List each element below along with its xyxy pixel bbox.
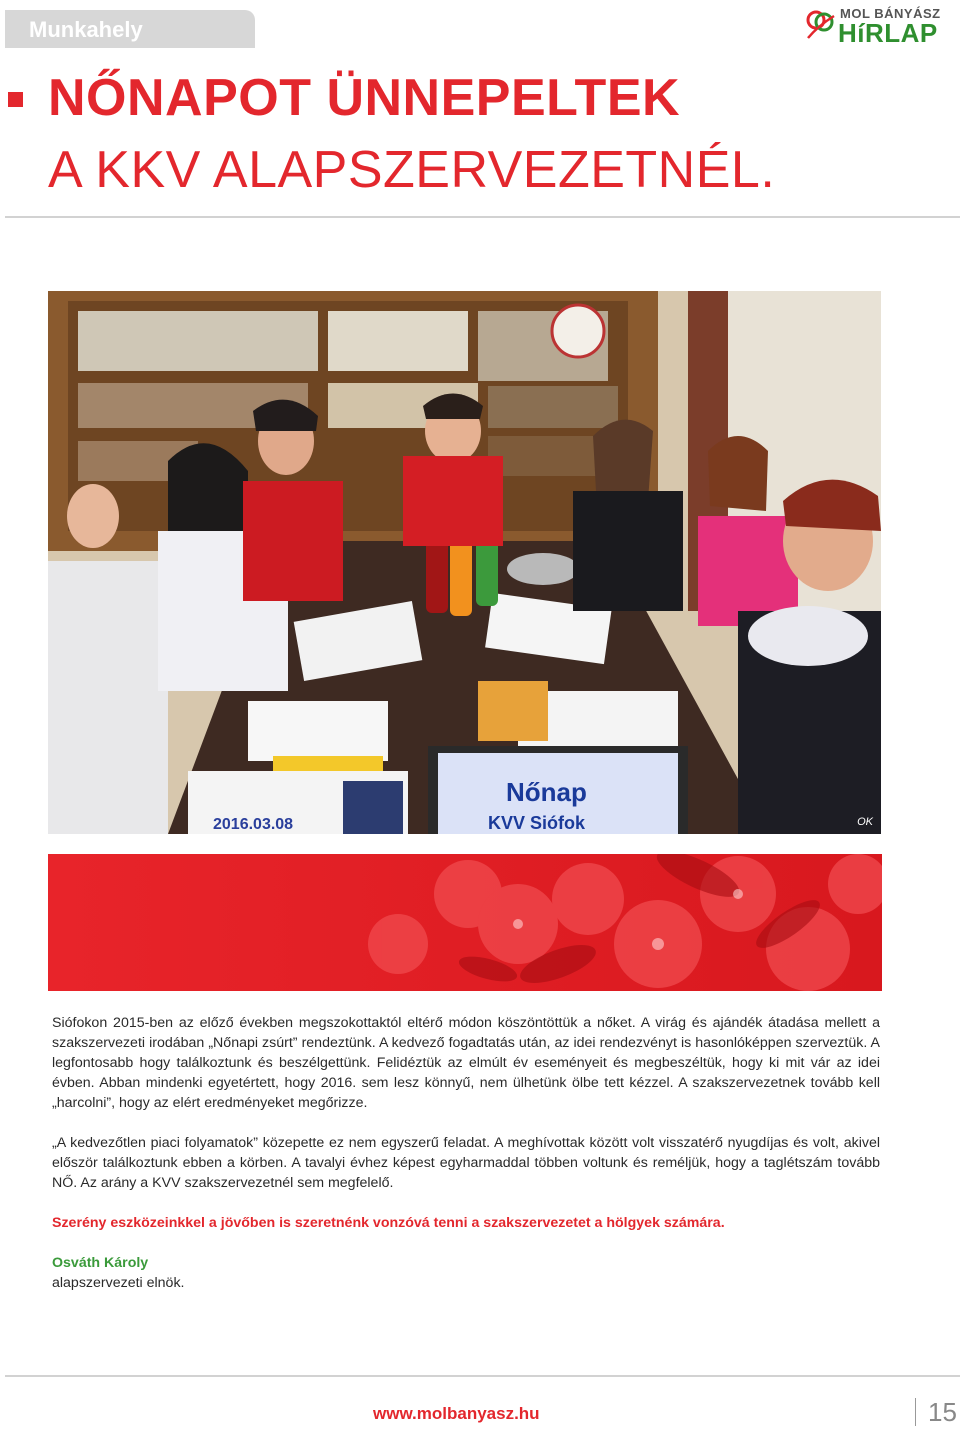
article-body [52, 1013, 880, 1313]
footer-website-link[interactable]: www.molbanyasz.hu [373, 1404, 540, 1423]
signature [52, 1253, 880, 1293]
decorative-flower-banner [48, 854, 882, 991]
flower-banner-illustration [48, 854, 882, 991]
section-label: Munkahely [29, 17, 143, 42]
title-divider [5, 216, 960, 218]
signature-role: alapszervezeti elnök. [52, 1275, 185, 1291]
screen-title: Nőnap [506, 777, 587, 807]
publication-logo [804, 6, 954, 46]
logo-leaf-icon [804, 8, 838, 42]
event-photo [48, 291, 881, 834]
calendar-date: 2016.03.08 [213, 816, 294, 833]
signature-name: Osváth Károly [52, 1255, 149, 1271]
headline-line-1: NŐNAPOT ÜNNEPELTEK [48, 69, 681, 127]
footer-separator [915, 1398, 916, 1426]
logo-top-text: MOL BÁNYÁSZ [840, 6, 941, 21]
wall-clock-icon [552, 305, 604, 357]
event-photo-illustration [48, 291, 881, 834]
headline-line-2: A KKV ALAPSZERVEZETNÉL. [48, 141, 776, 199]
article-highlight: Szerény eszközeinkkel a jövőben is szeretnénk vonzóvá tenni a szakszervezetet a hölgyek számára. [52, 1215, 725, 1231]
logo-bottom-text: HíRLAP [838, 18, 938, 48]
screen-subtitle: KVV Siófok [488, 813, 586, 833]
title-bullet [8, 92, 23, 107]
article-paragraph-1: Siófokon 2015-ben az előző években megszokottaktól eltérő módon köszöntöttük a nőket. A virág és ajándék átadása mellett a szakszervezeti irodában „Nőnapi zsúrt” rendeztünk. A kedvező fogadtatás után, az idei rendezvényt is hasonlóképpen szerveztük. A legfontosabb hogy találkoztunk és beszélgettünk. Felidéztük az elmúlt év eseményeit és megbeszéltük, hogy ki mit vár az idei évben. Abban mindenki egyetértett, hogy 2016. sem lesz könnyű, nem ülhetünk ölbe tett kézzel. A szakszervezetnek tovább kell „harcolni”, hogy az elért eredményeket megőrizze. [52, 1015, 880, 1111]
photo-credit: OK [857, 816, 873, 828]
page-number: 15 [928, 1397, 957, 1427]
section-tab [5, 10, 255, 48]
article-paragraph-2: „A kedvezőtlen piaci folyamatok” közepette ez nem egyszerű feladat. A meghívottak között volt visszatérő nyugdíjas és volt, akivel először találkoztunk ebben a körben. A tavalyi évhez képest egyharmaddal többen voltunk és reméljük, hogy a taglétszám tovább NŐ. Az arány a KVV szakszervezetnél sem megfelelő. [52, 1135, 880, 1191]
footer-divider [5, 1375, 960, 1377]
